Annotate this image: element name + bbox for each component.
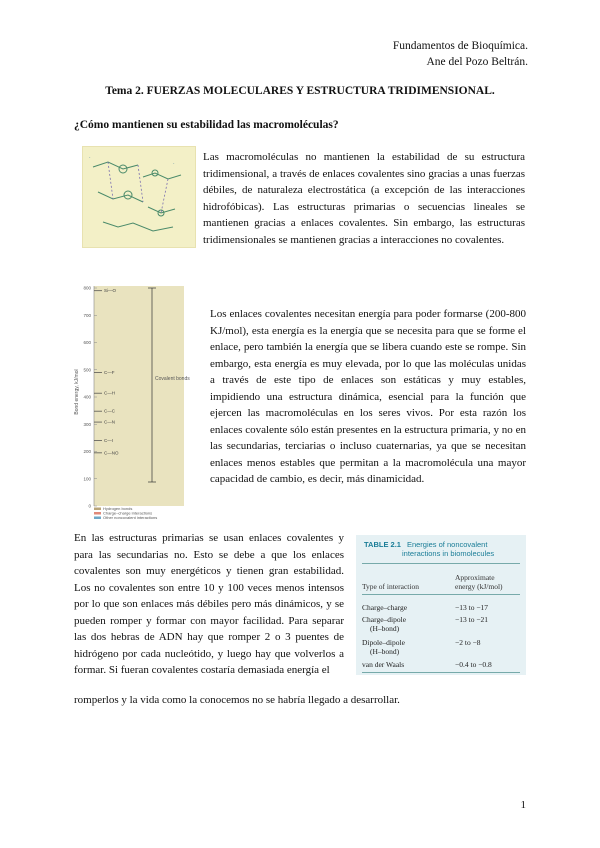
y-tick-label: 500 [83, 367, 91, 373]
bond-label: C—C [104, 408, 115, 414]
y-tick-label: 300 [83, 421, 91, 427]
table-row-2-type: Charge–dipole [362, 615, 407, 624]
bond-label: C—N [104, 419, 115, 425]
bond-label: C—I [104, 438, 113, 444]
table-row-3-type: Dipole–dipole [362, 638, 405, 647]
legend-swatch [94, 517, 101, 520]
table-row-3-energy: −2 to −8 [455, 638, 481, 647]
paragraph-stability: Las macromoléculas no mantienen la estabilidad de su estructura tridimensional, a través de enlaces covalentes sino gracias a unas fuerzas débiles, de naturaleza electrostática (a excepción de las interacciones hidrofóbicas). Las estructuras primarias o secuencias lineales se mantienen gracias a enlaces covalentes. Sin embargo, las estructuras tridimensionales se mantienen gracias a interacciones no covalentes. [203, 151, 525, 246]
table-row-4-type: van der Waals [362, 660, 405, 669]
legend-swatch [94, 508, 101, 511]
bond-label: C—NO [104, 450, 119, 456]
chart-background [94, 286, 184, 506]
table-col-energy-1: Approximate [455, 573, 495, 582]
table-row-1-type: Charge–charge [362, 603, 408, 612]
table-number: TABLE 2.1 [364, 540, 401, 549]
bond-label: Si—O [104, 288, 117, 294]
y-tick-label: 700 [83, 312, 91, 318]
section-question: ¿Cómo mantienen su estabilidad las macromoléculas? [74, 119, 339, 131]
macromolecule-diagram [83, 147, 195, 247]
y-tick-label: 0 [88, 503, 91, 509]
table-row-2-sub: (H–bond) [370, 624, 400, 633]
bond-energy-svg [72, 282, 192, 522]
table-row-1-energy: −13 to −17 [455, 603, 489, 612]
svg-text:·: · [173, 161, 175, 167]
legend-label: Hydrogen bonds [103, 506, 133, 511]
macromolecule-figure [82, 146, 196, 248]
course-name: Fundamentos de Bioquímica. [392, 40, 528, 52]
page-title: Tema 2. FUERZAS MOLECULARES Y ESTRUCTURA TRIDIMENSIONAL. [105, 85, 495, 97]
y-tick-label: 600 [83, 340, 91, 345]
legend-swatch [94, 512, 101, 515]
y-tick-label: 100 [83, 476, 91, 482]
paragraph-conclusion: romperlos y la vida como la conocemos no se habría llegado a desarrollar. [74, 694, 400, 706]
table-title-line1: Energies of noncovalent [406, 540, 488, 549]
y-tick-label: 400 [83, 394, 91, 400]
bond-label: C—H [104, 390, 115, 396]
table-col-type: Type of interaction [362, 582, 419, 591]
table-row-4-energy: −0.4 to −0.8 [455, 660, 492, 669]
table-title [364, 540, 494, 558]
page-number: 1 [520, 799, 526, 811]
y-axis-label: Bond energy, kJ/mol [74, 369, 80, 415]
table-title-line2: interactions in biomolecules [402, 549, 495, 558]
document-header [393, 38, 528, 70]
legend-label: Other noncovalent interactions [103, 515, 158, 520]
svg-text:·: · [89, 155, 91, 161]
paragraph-covalent: Los enlaces covalentes necesitan energía para poder formarse (200-800 KJ/mol), esta energía es la energía que se necesita para que se forme el enlace, pero también la energía que se libera cuando este se rompe. Sin embargo, esta energía es muy elevada, por lo que las moléculas unidas a través de este tipo de enlaces son estáticas y muy estables, impidiendo una estructura dinámica, esencial para la función que ejercen las macromoléculas en los seres vivos. Por esta razón los enlaces covalente sólo están presentes en la estructura primaria, y no en las secundarias, terciarias o incluso cuaternarias, ya que se necesitan enlaces menos estables que permitan a la macromolécula una mayor capacidad de cambio, es decir, más dinamicidad. [210, 308, 526, 485]
y-tick-label: 200 [83, 449, 91, 454]
bracket-label: Covalent bonds [155, 376, 190, 382]
table-row-2-energy: −13 to −21 [455, 615, 489, 624]
table-row-3-sub: (H–bond) [370, 647, 400, 656]
table-col-energy-2: energy (kJ/mol) [455, 582, 503, 591]
y-tick-label: 800 [83, 285, 91, 291]
bond-energy-chart [72, 282, 192, 522]
bond-label: C—F [104, 369, 115, 375]
paragraph-primary-structures: En las estructuras primarias se usan enlaces covalentes y para las secundarias no. Esto se debe a que los enlaces covalentes son muy energéticos y tienen gran estabilidad. Los no covalentes son entre 10 y 100 veces menos intensos por lo que son enlaces más débiles pero más dinámicos, y se pueden romper y formar con mayor facilidad. Para separar las dos hebras de ADN hay que romper 2 o 3 puentes de hidrógeno por cada nucleótido, y luego hay que volverlos a formar. Si fueran covalentes costaría demasiada energía el [74, 532, 344, 676]
legend-label: Charge–charge interactions [103, 510, 153, 516]
author-name: Ane del Pozo Beltrán. [426, 56, 528, 68]
